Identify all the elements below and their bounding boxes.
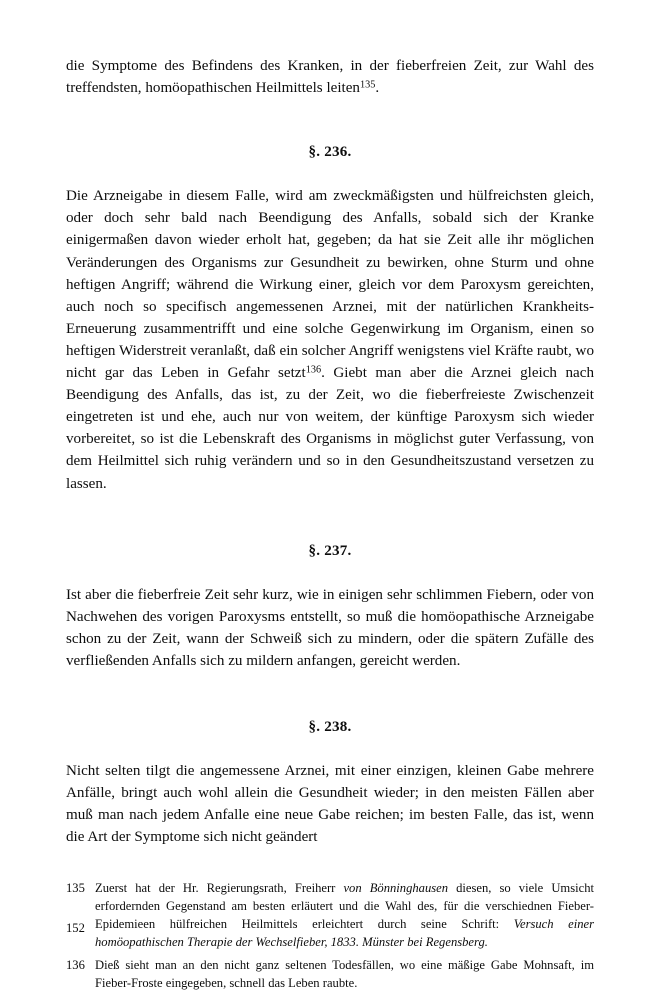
footnote-136-part-1: Dieß sieht man an den nicht ganz seltenen Todesfällen, wo eine mäßige Gabe Mohnsaft, im Fieber-Froste eingegeben, schnell das Leben raubte. [95, 957, 594, 991]
footnote-136-text [95, 956, 594, 992]
section-heading-236: §. 236. [308, 144, 352, 161]
section-236-text-part-2: . Giebt man aber die Arznei gleich nach Beendigung des Anfalls, das ist, zu der Zeit, wo die fieberfreieste Zwischenzeit eingetreten ist und ehe, auch nur von weitem, der künftige Paroxysm sich wieder vorbereitet, so ist die Lebenskraft des Organisms in möglichst guter Verfassung, von dem Heilmittel sich ruhig verändern und so in den Gesundheitszustand versetzen zu lassen. [66, 365, 594, 492]
spacer [66, 672, 594, 716]
section-238-paragraph: Nicht selten tilgt die angemessene Arznei, mit einer einzigen, kleinen Gabe mehrere Anfälle, bringt auch wohl allein die Gesundheit wieder; in den meisten Fällen aber muß man nach jedem Anfalle eine neue Gabe reichen; im besten Falle, das ist, wenn die Art der Symptome sich nicht geändert [66, 763, 594, 846]
footnote-135-part-2: diesen, so viele Umsicht erfordernden Gegenstand am besten erläutert und die Wahl des, für die verschiednen Fieber-Epidemieen hülfreichen Heilmittels erleichtert durch seine Schrift: [95, 880, 595, 932]
footnote-136-number: 136 [66, 957, 85, 972]
spacer [66, 495, 594, 540]
section-236-text-part-1: Die Arzneigabe in diesem Falle, wird am zweckmäßigsten und hülfreichsten gleich, oder doch sehr bald nach Beendigung des Anfalls, sobald sich der Kranke einigermaßen davon wieder erholt hat, gegeben; da hat sie Zeit alle ihr möglichen Veränderungen des Organisms zur Gesundheit zu bewirken, ohne Sturm und ohne heftigen Angriff; während die Wirkung einer, gleich vor dem Paroxysm gereichten, auch noch so specifisch angemessenen Arznei, mit der natürlichen Krankheits-Erneuerung zusammentrifft und eine solche Gegenwirkung im Organism, einen so heftigen Widerstreit veranlaßt, daß ein solcher Angriff wenigstens viel Kräfte raubt, wo nicht gar das Leben in Gefahr setzt [66, 188, 594, 382]
spacer [66, 99, 594, 141]
footnote-135-part-1: Zuerst hat der Hr. Regierungsrath, Freiherr [95, 880, 344, 895]
lead-paragraph-tail: . [375, 80, 380, 97]
section-heading-237: §. 237. [308, 542, 352, 559]
footnote-135-italic-title: Versuch einer homöopathischen Therapie der Wechselfieber, 1833. Münster bei Regensberg. [95, 917, 594, 950]
spacer [66, 562, 594, 584]
spacer [66, 738, 594, 760]
section-heading-238: §. 238. [308, 719, 352, 736]
footnote-136 [66, 956, 594, 992]
footnote-135 [66, 879, 594, 952]
page-number: 152 [66, 921, 85, 935]
footnote-135-number: 135 [66, 880, 85, 895]
spacer [66, 163, 594, 185]
page-textblock [66, 55, 594, 849]
lead-paragraph [66, 55, 594, 99]
footnote-135-text [95, 879, 594, 952]
section-236-paragraph [66, 185, 594, 494]
lead-paragraph-text: die Symptome des Befindens des Kranken, in der fieberfreien Zeit, zur Wahl des treffendsten, homöopathischen Heilmittels leiten [66, 58, 594, 97]
footnotes-block [66, 879, 594, 992]
footnote-135-italic-author: von Bönninghausen [343, 880, 449, 895]
section-237-paragraph: Ist aber die fieberfreie Zeit sehr kurz, wie in einigen sehr schlimmen Fiebern, oder von Nachwehen des vorigen Paroxysms entstellt, so muß die homöopathische Arzneigabe schon zu der Zeit, wann der Schweiß sich zu mindern, oder die spätern Zufälle des verfließenden Anfalls sich zu mildern anfangen, gereicht werden. [66, 586, 594, 669]
footnote-reference-136[interactable]: 136 [305, 364, 322, 376]
footnote-reference-135[interactable]: 135 [359, 79, 376, 91]
